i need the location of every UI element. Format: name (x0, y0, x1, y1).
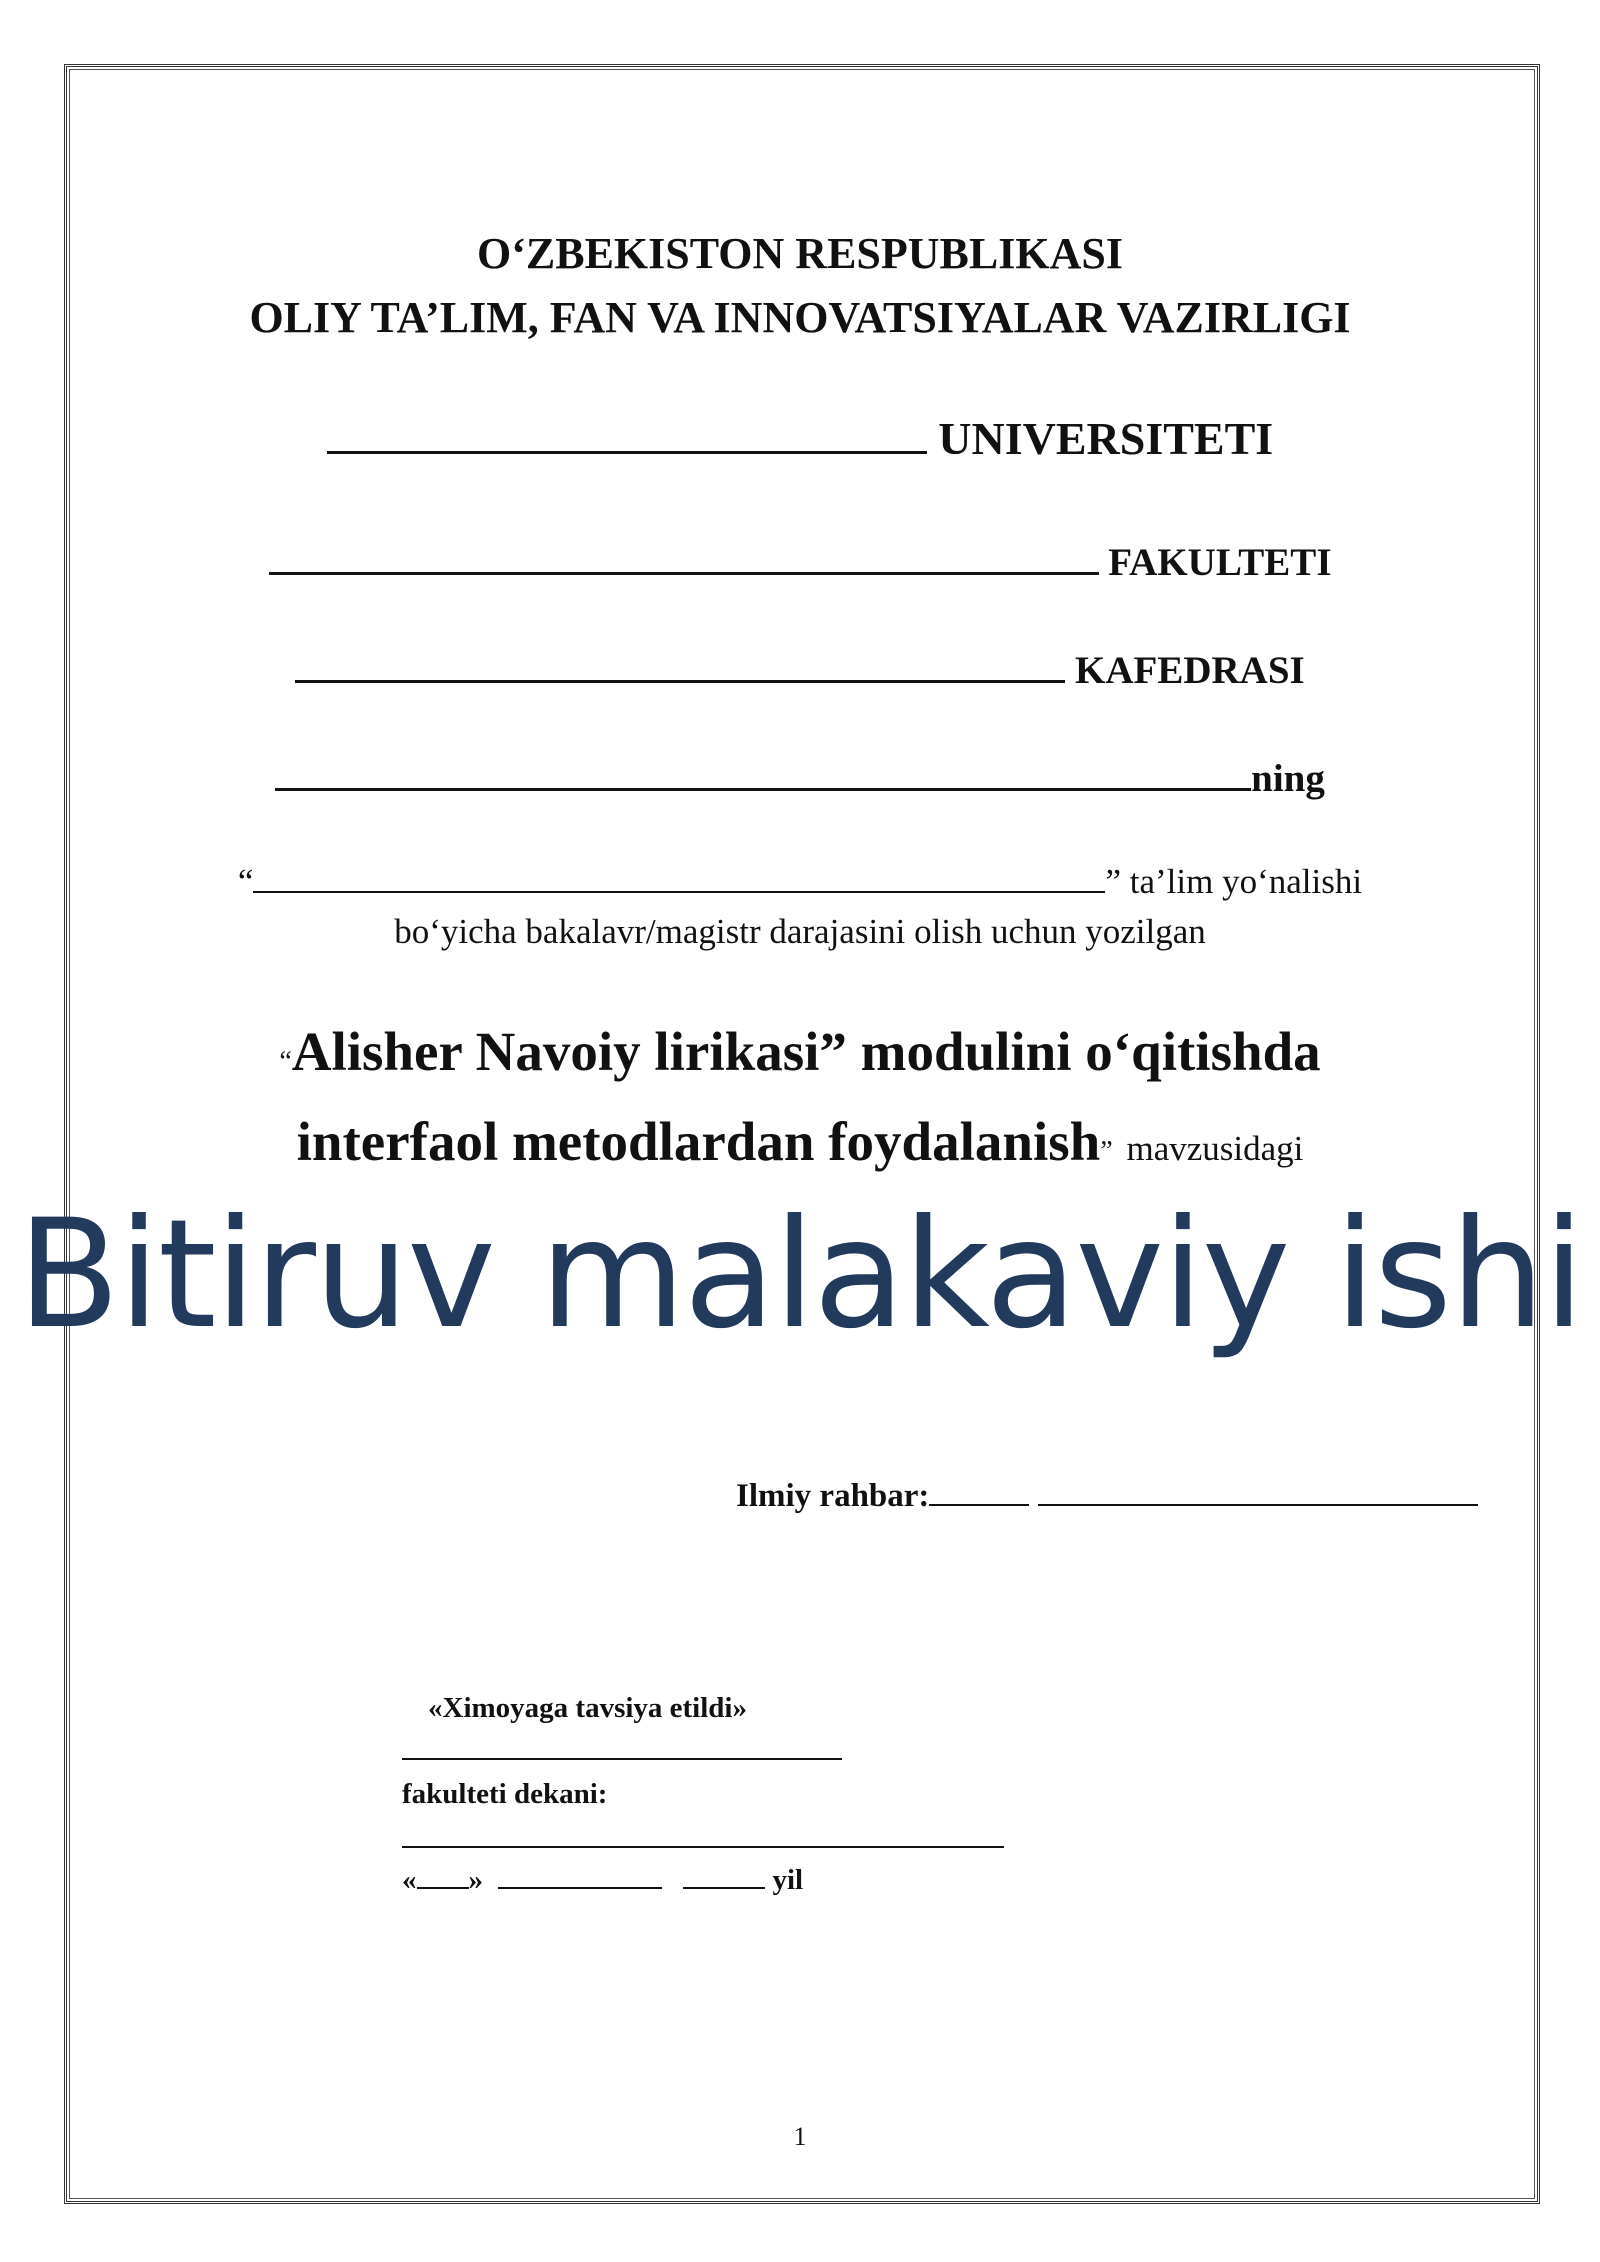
day-blank (417, 1887, 469, 1889)
dean-name-blank (402, 1846, 1004, 1848)
direction-open-quote: “ (237, 862, 254, 901)
dean-label: fakulteti dekani: (402, 1778, 608, 1810)
topic-close-quote: ” (1100, 1136, 1113, 1167)
topic-open-quote: “ (279, 1046, 292, 1077)
direction-line (0, 862, 1600, 902)
date-open-quote: « (402, 1864, 417, 1896)
degree-line: bo‘yicha bakalavr/magistr darajasini olish uchun yozilgan (394, 912, 1206, 951)
student-suffix: ning (1251, 757, 1325, 800)
university-blank (327, 451, 927, 454)
defense-recommendation: «Ximoyaga tavsiya etildi» (428, 1692, 747, 1724)
date-close-quote: » (468, 1864, 483, 1896)
direction-label: ” ta’lim yo‘nalishi (1105, 862, 1363, 901)
work-type-title: Bitiruv malakaviy ishi (17, 1188, 1583, 1362)
topic-line-2 (0, 1102, 1600, 1192)
month-blank (498, 1887, 662, 1889)
student-name-blank (275, 788, 1251, 791)
ministry-header (0, 222, 1600, 350)
supervisor-title-blank (929, 1504, 1029, 1506)
year-label: yil (772, 1864, 804, 1896)
date-line (402, 1864, 803, 1897)
supervisor-label: Ilmiy rahbar: (736, 1478, 930, 1514)
department-label: KAFEDRASI (1075, 649, 1305, 692)
page-number: 1 (793, 2122, 807, 2151)
supervisor-name-blank (1038, 1504, 1478, 1506)
topic-title (0, 1012, 1600, 1192)
university-label: UNIVERSITETI (938, 413, 1274, 464)
university-line (0, 412, 1600, 465)
topic-text-1: Alisher Navoiy lirikasi” modulini o‘qitishda (291, 1021, 1321, 1082)
department-blank (295, 680, 1065, 683)
direction-blank (253, 891, 1105, 893)
faculty-name-blank (402, 1758, 842, 1760)
topic-suffix: mavzusidagi (1126, 1129, 1304, 1168)
supervisor-line (736, 1478, 1478, 1515)
header-line-2: OLIY TA’LIM, FAN VA INNOVATSIYALAR VAZIRLIGI (249, 293, 1351, 342)
student-line (0, 756, 1600, 801)
topic-text-2: interfaol metodlardan foydalanish (296, 1111, 1101, 1172)
faculty-blank (269, 572, 1099, 575)
faculty-label: FAKULTETI (1108, 541, 1332, 584)
header-line-1: O‘ZBEKISTON RESPUBLIKASI (477, 229, 1123, 278)
topic-line-1 (0, 1012, 1600, 1102)
department-line (0, 648, 1600, 693)
faculty-line (0, 540, 1600, 585)
year-blank (683, 1887, 765, 1889)
